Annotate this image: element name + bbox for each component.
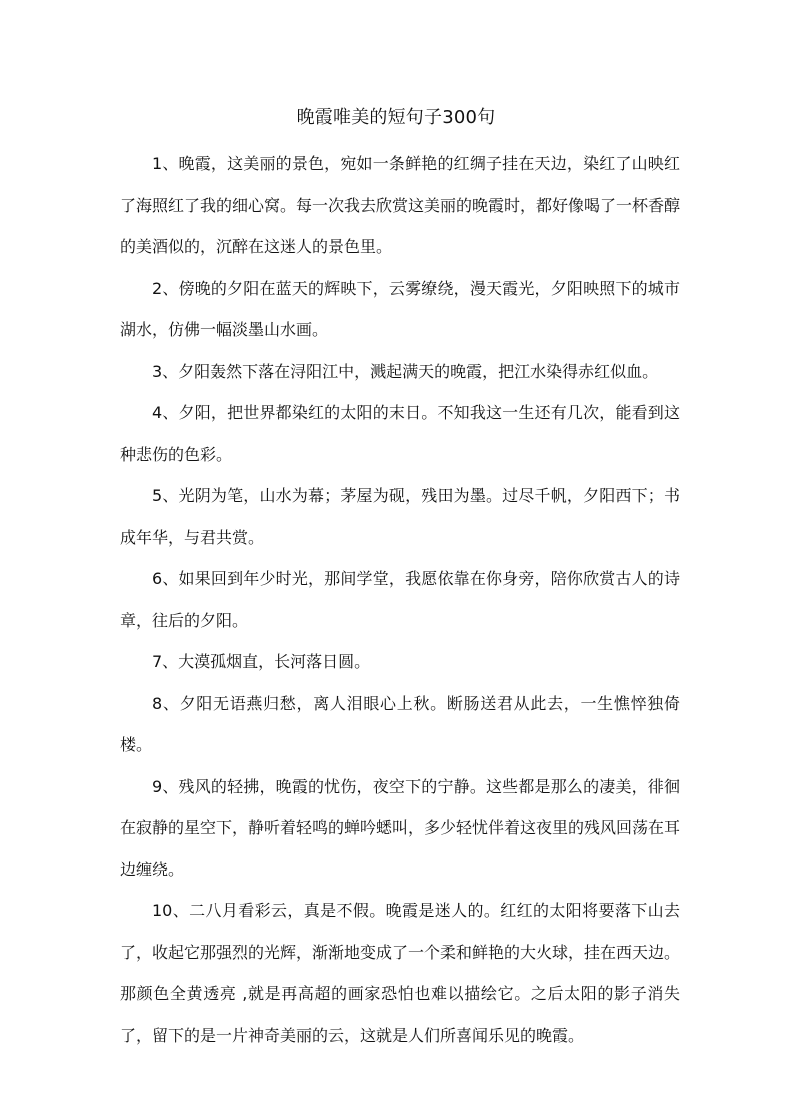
- paragraph-10: 10、二八月看彩云，真是不假。晚霞是迷人的。红红的太阳将要落下山去了，收起它那强烈的光辉，渐渐地变成了一个柔和鲜艳的大火球，挂在西天边。那颜色全黄透亮 ,就是再高超的画家恐怕也难以描绘它。之后太阳的影子消失了，留下的是一片神奇美丽的云，这就是人们所喜闻乐见的晚霞。: [120, 901, 681, 1045]
- paragraph-7: 7、大漠孤烟直，长河落日圆。: [152, 652, 371, 671]
- paragraph-5: 5、光阴为笔，山水为幕；茅屋为砚，残田为墨。过尽千帆，夕阳西下；书成年华，与君共赏。: [120, 486, 680, 547]
- paragraph-9: 9、残风的轻拂，晚霞的忧伤，夜空下的宁静。这些都是那么的凄美，徘徊在寂静的星空下，静听着轻鸣的蝉吟蟋叫，多少轻忧伴着这夜里的残风回荡在耳边缠绕。: [120, 776, 681, 879]
- paragraph-2: 2、傍晚的夕阳在蓝天的辉映下，云雾缭绕，漫天霞光，夕阳映照下的城市湖水，仿佛一幅淡墨山水画。: [120, 278, 680, 339]
- document-body: [120, 143, 680, 1056]
- paragraph-8: 8、夕阳无语燕归愁，离人泪眼心上秋。断肠送君从此去，一生憔悴独倚楼。: [120, 693, 680, 754]
- paragraph-6: 6、如果回到年少时光，那间学堂，我愿依靠在你身旁，陪你欣赏古人的诗章，往后的夕阳。: [120, 569, 680, 630]
- paragraph-1: 1、晚霞，这美丽的景色，宛如一条鲜艳的红绸子挂在天边，染红了山映红了海照红了我的细心窝。每一次我去欣赏这美丽的晚霞时，都好像喝了一杯香醇的美酒似的，沉醉在这迷人的景色里。: [120, 154, 681, 256]
- paragraph-4: 4、夕阳，把世界都染红的太阳的末日。不知我这一生还有几次，能看到这种悲伤的色彩。: [120, 403, 680, 464]
- paragraph-3: 3、夕阳轰然下落在浔阳江中，溅起满天的晚霞，把江水染得赤红似血。: [152, 361, 659, 381]
- document-title: 晚霞唯美的短句子300句: [296, 107, 496, 128]
